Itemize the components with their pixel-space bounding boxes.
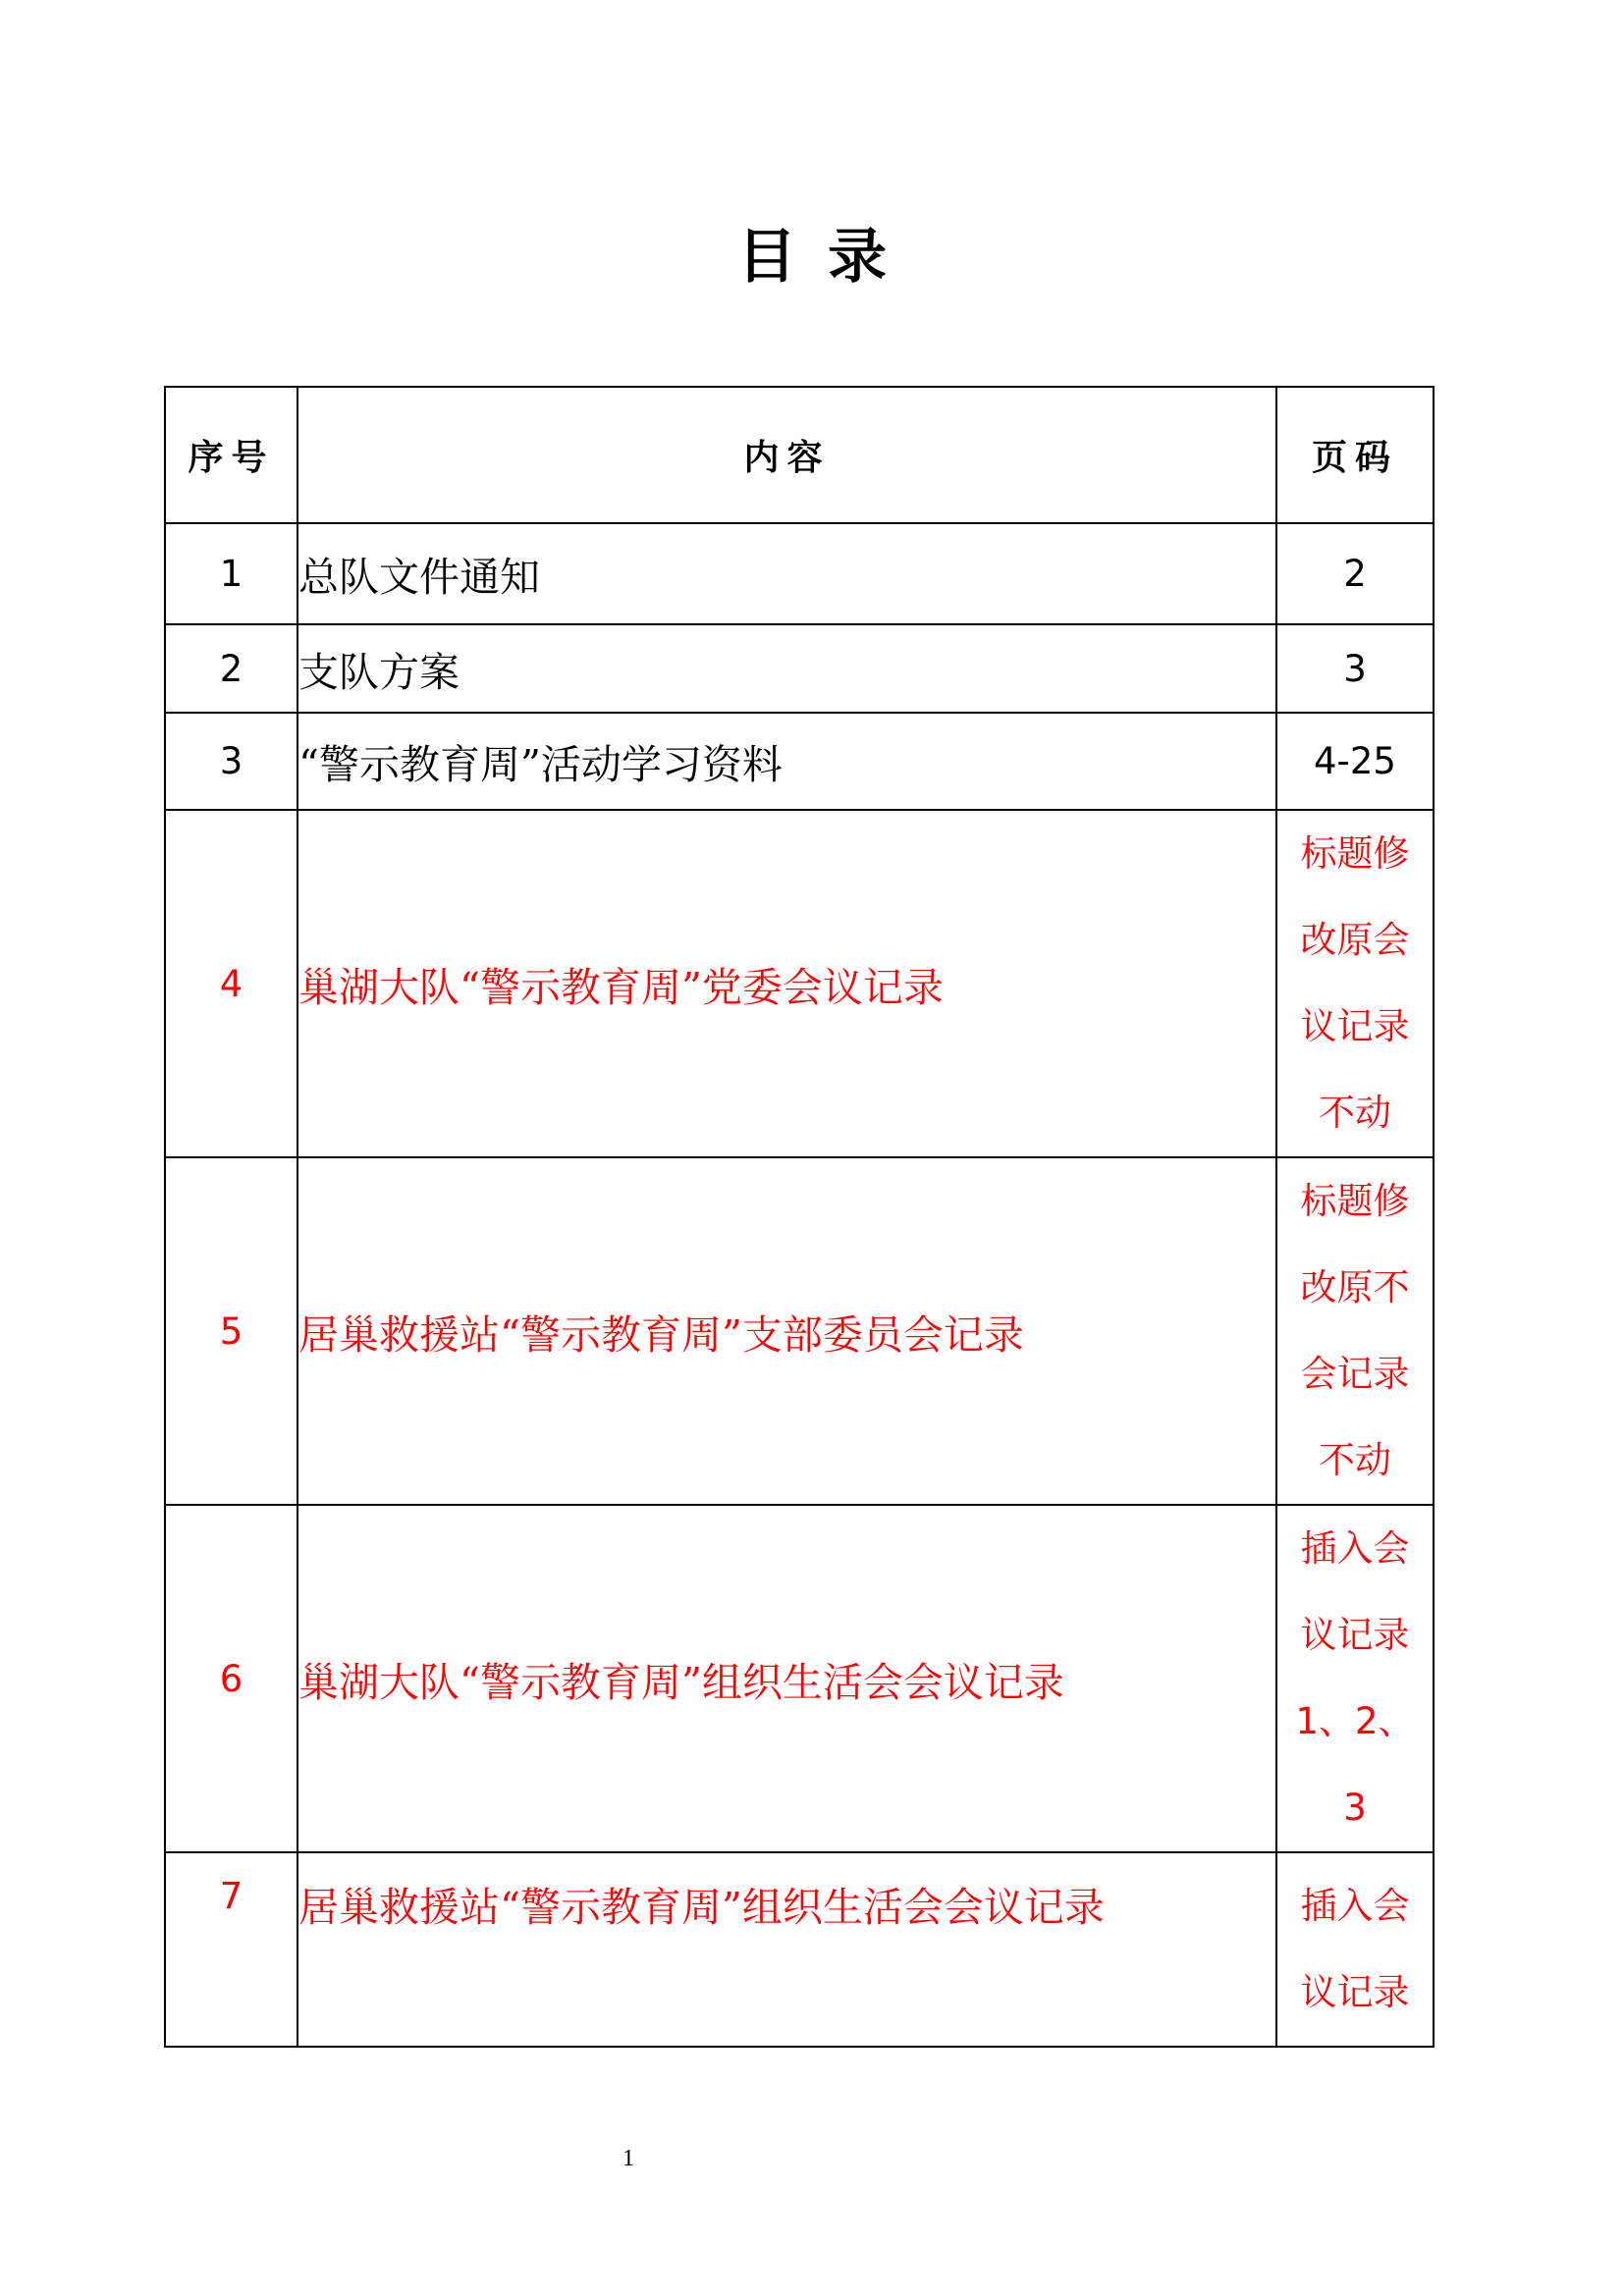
row-page-note: 插入会议记录1、2、3	[1276, 1505, 1434, 1852]
table-row	[165, 1157, 1434, 1505]
row-page-note: 插入会议记录	[1276, 1852, 1434, 2047]
table-row	[165, 1505, 1434, 1852]
row-page-note: 标题修改原会议记录不动	[1276, 810, 1434, 1157]
page-number: 1	[623, 2146, 634, 2171]
row-content: 巢湖大队“警示教育周”党委会议记录	[298, 810, 1276, 1157]
table-header-row	[165, 387, 1434, 523]
header-content: 内容	[298, 387, 1276, 523]
row-content: 居巢救援站“警示教育周”支部委员会记录	[298, 1157, 1276, 1505]
row-page: 4-25	[1276, 713, 1434, 810]
row-page: 3	[1276, 624, 1434, 713]
row-number: 2	[165, 624, 298, 713]
row-page-note: 标题修改原不会记录不动	[1276, 1157, 1434, 1505]
table-of-contents	[164, 386, 1435, 2048]
row-page: 2	[1276, 523, 1434, 624]
table-row	[165, 624, 1434, 713]
row-number: 4	[165, 810, 298, 1157]
row-content: 巢湖大队“警示教育周”组织生活会会议记录	[298, 1505, 1276, 1852]
row-content: “警示教育周”活动学习资料	[298, 713, 1276, 810]
row-content: 支队方案	[298, 624, 1276, 713]
row-number: 6	[165, 1505, 298, 1852]
row-number: 3	[165, 713, 298, 810]
page-title: 目录	[737, 223, 918, 292]
table-row	[165, 810, 1434, 1157]
table-row	[165, 713, 1434, 810]
table-row	[165, 1852, 1434, 2047]
row-content: 总队文件通知	[298, 523, 1276, 624]
row-number: 1	[165, 523, 298, 624]
table-row	[165, 523, 1434, 624]
row-number: 5	[165, 1157, 298, 1505]
row-number: 7	[165, 1852, 298, 2047]
row-content: 居巢救援站“警示教育周”组织生活会会议记录	[298, 1852, 1276, 2047]
header-page: 页码	[1276, 387, 1434, 523]
header-number: 序号	[165, 387, 298, 523]
